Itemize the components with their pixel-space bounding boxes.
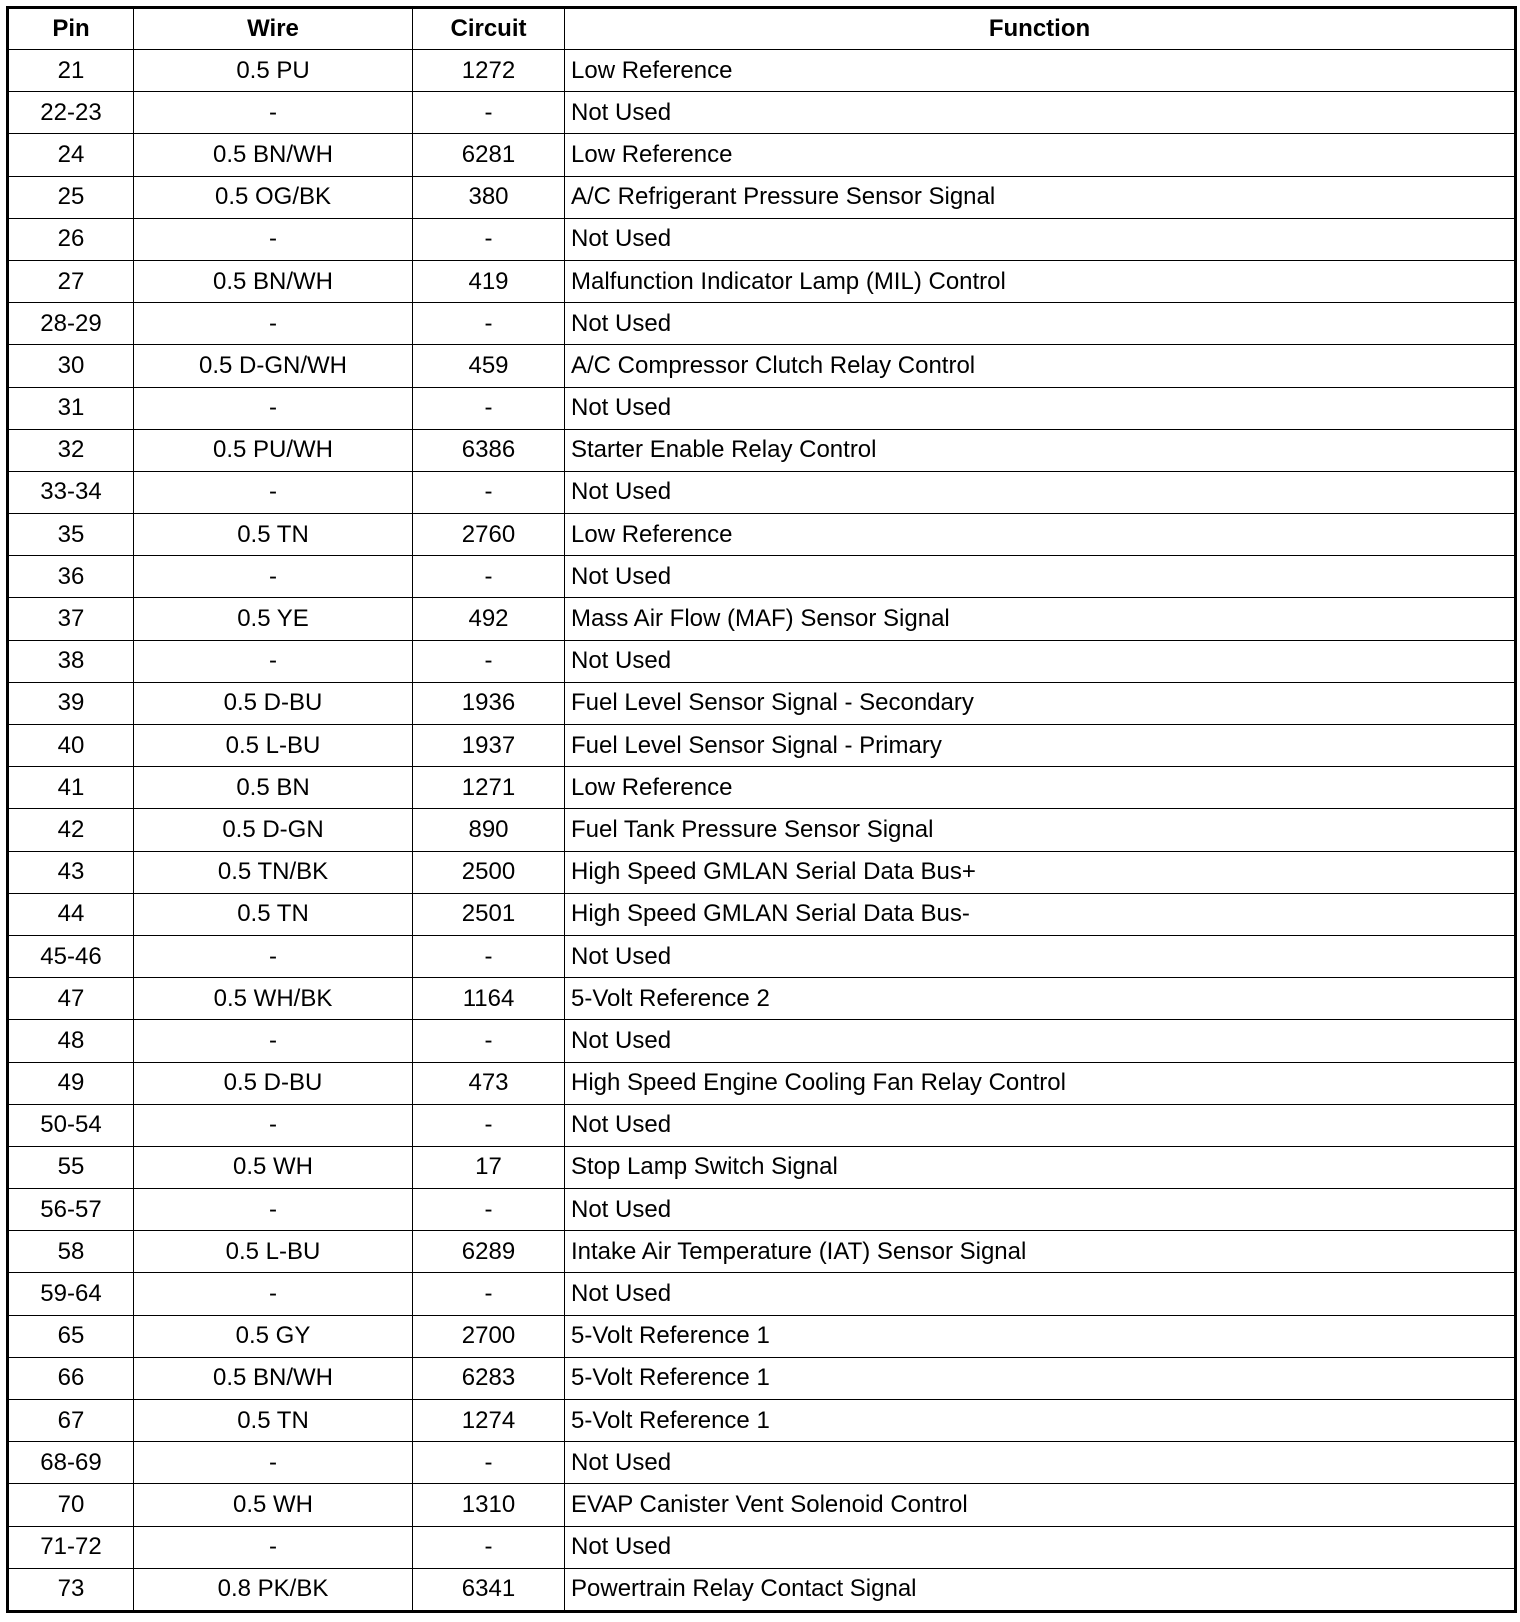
cell-pin: 49 — [8, 1062, 134, 1104]
table-row — [8, 1442, 1516, 1484]
cell-pin: 66 — [8, 1357, 134, 1399]
cell-wire: 0.5 WH — [134, 1484, 413, 1526]
pinout-table-container — [6, 6, 1514, 1613]
cell-function: Low Reference — [565, 767, 1516, 809]
cell-circuit: 380 — [413, 176, 565, 218]
header-wire: Wire — [134, 8, 413, 50]
cell-function: High Speed GMLAN Serial Data Bus- — [565, 893, 1516, 935]
cell-function: A/C Compressor Clutch Relay Control — [565, 345, 1516, 387]
cell-pin: 41 — [8, 767, 134, 809]
table-row — [8, 1020, 1516, 1062]
cell-wire: 0.5 BN/WH — [134, 1357, 413, 1399]
cell-function: High Speed Engine Cooling Fan Relay Control — [565, 1062, 1516, 1104]
cell-function: Fuel Level Sensor Signal - Primary — [565, 725, 1516, 767]
cell-function: Intake Air Temperature (IAT) Sensor Signal — [565, 1231, 1516, 1273]
cell-pin: 42 — [8, 809, 134, 851]
cell-circuit: 2501 — [413, 893, 565, 935]
cell-wire: 0.5 WH — [134, 1146, 413, 1188]
cell-wire: - — [134, 1104, 413, 1146]
cell-function: 5-Volt Reference 1 — [565, 1357, 1516, 1399]
cell-wire: - — [134, 1526, 413, 1568]
cell-function: Not Used — [565, 1020, 1516, 1062]
table-header — [8, 8, 1516, 50]
table-row — [8, 387, 1516, 429]
table-row — [8, 1062, 1516, 1104]
cell-circuit: - — [413, 1020, 565, 1062]
cell-function: Not Used — [565, 1442, 1516, 1484]
table-row — [8, 1526, 1516, 1568]
cell-circuit: 2700 — [413, 1315, 565, 1357]
table-row — [8, 1104, 1516, 1146]
connector-pinout-table — [6, 6, 1517, 1613]
cell-function: Fuel Level Sensor Signal - Secondary — [565, 682, 1516, 724]
cell-function: Mass Air Flow (MAF) Sensor Signal — [565, 598, 1516, 640]
cell-circuit: 1310 — [413, 1484, 565, 1526]
cell-wire: 0.5 WH/BK — [134, 978, 413, 1020]
cell-wire: - — [134, 471, 413, 513]
cell-function: High Speed GMLAN Serial Data Bus+ — [565, 851, 1516, 893]
cell-circuit: 1274 — [413, 1400, 565, 1442]
table-row — [8, 176, 1516, 218]
cell-wire: 0.8 PK/BK — [134, 1568, 413, 1611]
cell-function: Low Reference — [565, 50, 1516, 92]
table-row — [8, 471, 1516, 513]
table-row — [8, 1146, 1516, 1188]
table-row — [8, 429, 1516, 471]
cell-wire: 0.5 D-GN — [134, 809, 413, 851]
cell-wire: - — [134, 1189, 413, 1231]
cell-circuit: 1272 — [413, 50, 565, 92]
cell-function: Malfunction Indicator Lamp (MIL) Control — [565, 260, 1516, 302]
cell-function: Not Used — [565, 935, 1516, 977]
table-row — [8, 725, 1516, 767]
cell-pin: 22-23 — [8, 92, 134, 134]
cell-function: Stop Lamp Switch Signal — [565, 1146, 1516, 1188]
cell-function: 5-Volt Reference 1 — [565, 1315, 1516, 1357]
cell-wire: 0.5 BN/WH — [134, 134, 413, 176]
cell-pin: 38 — [8, 640, 134, 682]
table-row — [8, 218, 1516, 260]
cell-wire: 0.5 PU/WH — [134, 429, 413, 471]
cell-pin: 56-57 — [8, 1189, 134, 1231]
cell-pin: 71-72 — [8, 1526, 134, 1568]
cell-function: Not Used — [565, 218, 1516, 260]
cell-pin: 31 — [8, 387, 134, 429]
cell-pin: 37 — [8, 598, 134, 640]
cell-circuit: - — [413, 218, 565, 260]
table-row — [8, 809, 1516, 851]
cell-circuit: 6281 — [413, 134, 565, 176]
cell-pin: 39 — [8, 682, 134, 724]
cell-circuit: 1271 — [413, 767, 565, 809]
cell-circuit: 890 — [413, 809, 565, 851]
table-row — [8, 978, 1516, 1020]
table-row — [8, 893, 1516, 935]
cell-function: Not Used — [565, 1273, 1516, 1315]
cell-circuit: 6283 — [413, 1357, 565, 1399]
cell-function: Not Used — [565, 1104, 1516, 1146]
table-row — [8, 1315, 1516, 1357]
cell-wire: 0.5 PU — [134, 50, 413, 92]
cell-circuit: - — [413, 1442, 565, 1484]
cell-circuit: - — [413, 640, 565, 682]
cell-wire: 0.5 TN/BK — [134, 851, 413, 893]
cell-function: Low Reference — [565, 134, 1516, 176]
cell-function: Fuel Tank Pressure Sensor Signal — [565, 809, 1516, 851]
table-row — [8, 303, 1516, 345]
table-row — [8, 1273, 1516, 1315]
cell-function: Powertrain Relay Contact Signal — [565, 1568, 1516, 1611]
cell-circuit: - — [413, 303, 565, 345]
cell-circuit: 2760 — [413, 514, 565, 556]
cell-function: A/C Refrigerant Pressure Sensor Signal — [565, 176, 1516, 218]
cell-circuit: - — [413, 1273, 565, 1315]
cell-pin: 44 — [8, 893, 134, 935]
cell-wire: 0.5 D-BU — [134, 682, 413, 724]
cell-wire: - — [134, 1020, 413, 1062]
cell-pin: 35 — [8, 514, 134, 556]
header-pin: Pin — [8, 8, 134, 50]
table-row — [8, 345, 1516, 387]
cell-circuit: - — [413, 471, 565, 513]
cell-wire: - — [134, 387, 413, 429]
table-row — [8, 1189, 1516, 1231]
cell-wire: 0.5 TN — [134, 514, 413, 556]
cell-circuit: 419 — [413, 260, 565, 302]
header-function: Function — [565, 8, 1516, 50]
cell-wire: 0.5 OG/BK — [134, 176, 413, 218]
table-row — [8, 92, 1516, 134]
table-row — [8, 1484, 1516, 1526]
cell-pin: 59-64 — [8, 1273, 134, 1315]
cell-circuit: - — [413, 387, 565, 429]
cell-wire: - — [134, 1442, 413, 1484]
table-row — [8, 767, 1516, 809]
cell-circuit: - — [413, 1526, 565, 1568]
table-row — [8, 1400, 1516, 1442]
cell-function: Not Used — [565, 556, 1516, 598]
table-row — [8, 556, 1516, 598]
cell-circuit: 492 — [413, 598, 565, 640]
cell-wire: - — [134, 303, 413, 345]
cell-circuit: 1164 — [413, 978, 565, 1020]
cell-wire: - — [134, 218, 413, 260]
header-circuit: Circuit — [413, 8, 565, 50]
cell-wire: 0.5 GY — [134, 1315, 413, 1357]
cell-pin: 45-46 — [8, 935, 134, 977]
cell-wire: - — [134, 556, 413, 598]
cell-pin: 21 — [8, 50, 134, 92]
cell-function: EVAP Canister Vent Solenoid Control — [565, 1484, 1516, 1526]
cell-circuit: 1936 — [413, 682, 565, 724]
cell-pin: 24 — [8, 134, 134, 176]
table-row — [8, 851, 1516, 893]
cell-circuit: 473 — [413, 1062, 565, 1104]
cell-pin: 68-69 — [8, 1442, 134, 1484]
cell-pin: 65 — [8, 1315, 134, 1357]
cell-function: 5-Volt Reference 1 — [565, 1400, 1516, 1442]
table-row — [8, 935, 1516, 977]
cell-function: 5-Volt Reference 2 — [565, 978, 1516, 1020]
cell-wire: 0.5 L-BU — [134, 725, 413, 767]
cell-pin: 70 — [8, 1484, 134, 1526]
cell-wire: - — [134, 1273, 413, 1315]
cell-circuit: 2500 — [413, 851, 565, 893]
cell-circuit: - — [413, 1189, 565, 1231]
cell-circuit: 6341 — [413, 1568, 565, 1611]
table-row — [8, 134, 1516, 176]
table-row — [8, 682, 1516, 724]
cell-pin: 47 — [8, 978, 134, 1020]
cell-wire: 0.5 D-GN/WH — [134, 345, 413, 387]
cell-pin: 28-29 — [8, 303, 134, 345]
table-row — [8, 640, 1516, 682]
cell-circuit: - — [413, 1104, 565, 1146]
cell-function: Not Used — [565, 387, 1516, 429]
cell-wire: - — [134, 92, 413, 134]
cell-function: Starter Enable Relay Control — [565, 429, 1516, 471]
table-row — [8, 514, 1516, 556]
cell-pin: 26 — [8, 218, 134, 260]
cell-circuit: 6386 — [413, 429, 565, 471]
cell-function: Not Used — [565, 92, 1516, 134]
cell-function: Not Used — [565, 1189, 1516, 1231]
cell-wire: - — [134, 935, 413, 977]
cell-pin: 48 — [8, 1020, 134, 1062]
cell-wire: 0.5 TN — [134, 893, 413, 935]
cell-pin: 58 — [8, 1231, 134, 1273]
cell-function: Low Reference — [565, 514, 1516, 556]
cell-wire: 0.5 TN — [134, 1400, 413, 1442]
cell-pin: 67 — [8, 1400, 134, 1442]
cell-circuit: 17 — [413, 1146, 565, 1188]
cell-circuit: 459 — [413, 345, 565, 387]
cell-pin: 50-54 — [8, 1104, 134, 1146]
cell-circuit: - — [413, 935, 565, 977]
table-row — [8, 1357, 1516, 1399]
cell-wire: 0.5 L-BU — [134, 1231, 413, 1273]
cell-wire: - — [134, 640, 413, 682]
cell-pin: 33-34 — [8, 471, 134, 513]
cell-function: Not Used — [565, 640, 1516, 682]
cell-wire: 0.5 BN — [134, 767, 413, 809]
table-row — [8, 598, 1516, 640]
table-row — [8, 1568, 1516, 1611]
cell-function: Not Used — [565, 303, 1516, 345]
cell-pin: 40 — [8, 725, 134, 767]
cell-circuit: - — [413, 92, 565, 134]
cell-pin: 55 — [8, 1146, 134, 1188]
cell-wire: 0.5 BN/WH — [134, 260, 413, 302]
table-row — [8, 1231, 1516, 1273]
table-row — [8, 50, 1516, 92]
header-row — [8, 8, 1516, 50]
cell-circuit: 1937 — [413, 725, 565, 767]
cell-circuit: 6289 — [413, 1231, 565, 1273]
cell-pin: 27 — [8, 260, 134, 302]
cell-pin: 43 — [8, 851, 134, 893]
cell-function: Not Used — [565, 1526, 1516, 1568]
cell-pin: 30 — [8, 345, 134, 387]
cell-pin: 73 — [8, 1568, 134, 1611]
cell-function: Not Used — [565, 471, 1516, 513]
cell-wire: 0.5 YE — [134, 598, 413, 640]
cell-pin: 36 — [8, 556, 134, 598]
cell-circuit: - — [413, 556, 565, 598]
table-body — [8, 50, 1516, 1612]
table-row — [8, 260, 1516, 302]
cell-wire: 0.5 D-BU — [134, 1062, 413, 1104]
cell-pin: 32 — [8, 429, 134, 471]
cell-pin: 25 — [8, 176, 134, 218]
